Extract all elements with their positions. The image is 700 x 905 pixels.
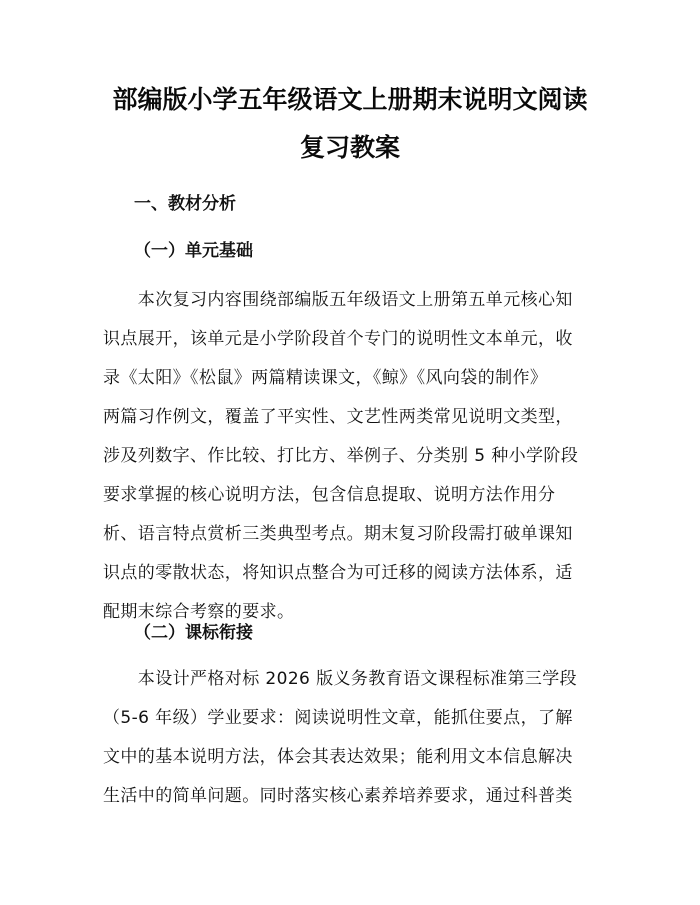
section-heading-textbook-analysis: 一、教材分析: [134, 194, 236, 214]
paragraph-curriculum-alignment: 本设计严格对标 2026 版义务教育语文课程标准第三学段 （5-6 年级）学业要求：阅读说明性文章，能抓住要点，了解 文中的基本说明方法，体会其表达效果；能利用文本信息解决 生活中的简单问题。同时落实核心素养培养要求，通过科普类: [103, 669, 578, 806]
subsection-heading-unit-basis: （一）单元基础: [134, 241, 253, 261]
document-title-line-1: 部编版小学五年级语文上册期末说明文阅读: [112, 85, 588, 114]
paragraph-unit-basis: 本次复习内容围绕部编版五年级语文上册第五单元核心知 识点展开，该单元是小学阶段首个专门的说明性文本单元，收 录《太阳》《松鼠》两篇精读课文，《鲸》《风向袋的制作》 两篇习作例文，覆盖了平实性、文艺性两类常见说明文类型， 涉及列数字、作比较、打比方、举例子、分类别 5 种小学阶段 要求掌握的核心说明方法，包含信息提取、说明方法作用分 析、语言特点赏析三类典型考点。期末复习阶段需打破单课知 识点的零散状态，将知识点整合为可迁移的阅读方法体系，适 配期末综合考察的要求。: [103, 290, 579, 622]
subsection-heading-curriculum-alignment: （二）课标衔接: [134, 623, 253, 643]
document-title-line-2: 复习教案: [299, 133, 400, 162]
